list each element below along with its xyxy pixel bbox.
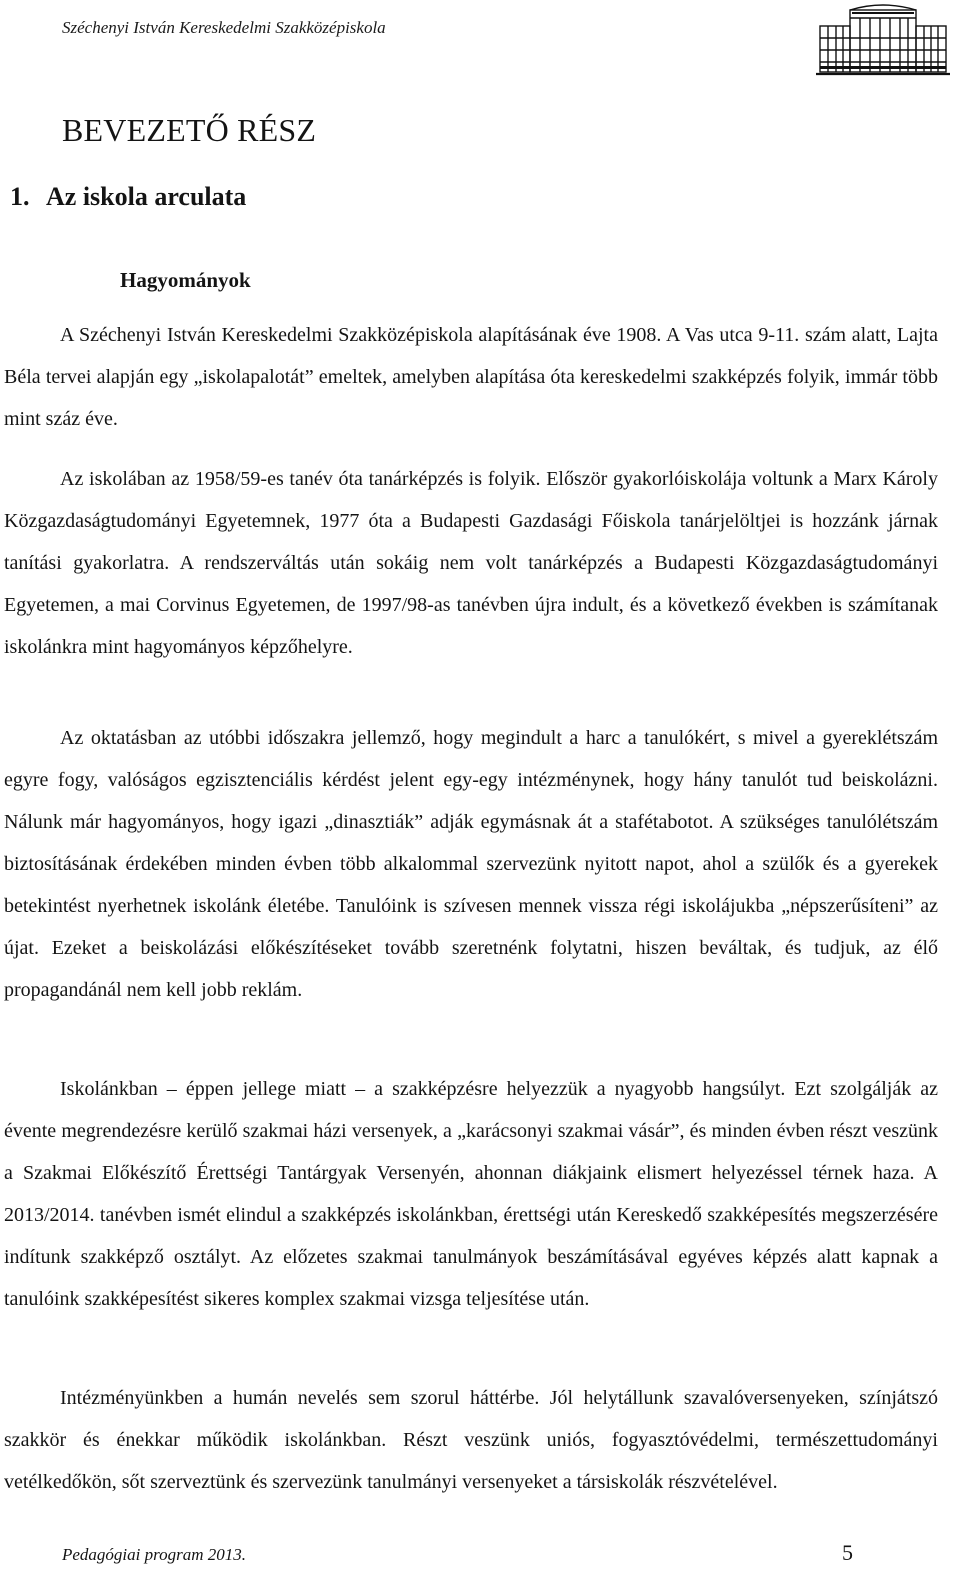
subheading-traditions: Hagyományok [120,268,251,292]
page-title: BEVEZETŐ RÉSZ [62,112,317,148]
paragraph-teacher-training: Az iskolában az 1958/59-es tanév óta tanárképzés is folyik. Először gyakorlóiskolája voltunk a Marx Károly Közgazdaságtudományi Egyetemnek, 1977 óta a Budapesti Gazdasági Főiskola tanárjelöltjei is hozzánk járnak tanítási gyakorlatra. A rendszerváltás után sokáig nem volt tanárképzés a Budapesti Közgazdaságtudományi Egyetemen, a mai Corvinus Egyetemen, de 1997/98-as tanévben újra indult, és a következő években is számítanak iskolánkra mint hagyományos képzőhelyre. [4,468,938,658]
paragraph-vocational: Iskolánkban – éppen jellege miatt – a szakképzésre helyezzük a nyagyobb hangsúlyt. Ezt szolgálják az évente megrendezésre kerülő szakmai házi versenyek, a „karácsonyi szakmai vásár”, és minden évben részt veszünk a Szakmai Előkészítő Érettségi Tantárgyak Versenyén, ahonnan diákjaink elismert helyezéssel térnek haza. A 2013/2014. tanévben ismét elindul a szakképzés iskolánkban, érettségi után Kereskedő szakképesítés megszerzésére indítunk szakképző osztályt. Az előzetes szakmai tanulmányok beszámításával egyéves képzés alatt kapnak a tanulóink szakképesítést sikeres komplex szakmai vizsga teljesítése után. [4,1078,938,1310]
paragraph-humanities: Intézményünkben a humán nevelés sem szorul háttérbe. Jól helytállunk szavalóversenyeken, színjátszó szakkör és énekkar működik iskolánkban. Részt veszünk uniós, fogyasztóvédelmi, természettudományi vetélkedőkön, sőt szerveztünk és szervezünk tanulmányi versenyeket a társiskolák részvételével. [4,1387,938,1493]
paragraph-founding: A Széchenyi István Kereskedelmi Szakközépiskola alapításának éve 1908. A Vas utca 9-11. szám alatt, Lajta Béla tervei alapján egy „iskolapalotát” emeltek, amelyben alapítása óta kereskedelmi szakképzés folyik, immár több mint száz éve. [4,324,938,430]
section-heading [10,182,246,212]
footer-label: Pedagógiai program 2013. [62,1545,247,1564]
section-title: Az iskola arculata [46,182,247,211]
paragraph-enrollment: Az oktatásban az utóbbi időszakra jellemző, hogy megindult a harc a tanulókért, s mivel a gyereklétszám egyre fogy, valóságos egzisztenciális kérdést jelent egy-egy intézménynek, hogy hány tanulót tud beiskolázni. Nálunk már hagyományos, hogy igazi „dinasztiák” adják egymásnak át a stafétabotot. A szükséges tanulólétszám biztosításának érdekében minden évben több alkalommal szervezünk nyitott napot, ahol a szülők és a gyerekek betekintést nyerhetnek iskolánk életébe. Tanulóink is szívesen mennek vissza régi iskolájukba „népszerűsíteni” az újat. Ezeket a beiskolázási előkészítéseket tovább szeretnénk folytatni, hiszen beváltak, és tudjuk, az élő propagandánál nem kell jobb reklám. [4,727,938,1001]
page-number: 5 [842,1540,853,1565]
header-school-name: Széchenyi István Kereskedelmi Szakközépiskola [62,18,386,37]
school-building-logo-icon [816,4,950,78]
section-number: 1. [10,182,30,211]
